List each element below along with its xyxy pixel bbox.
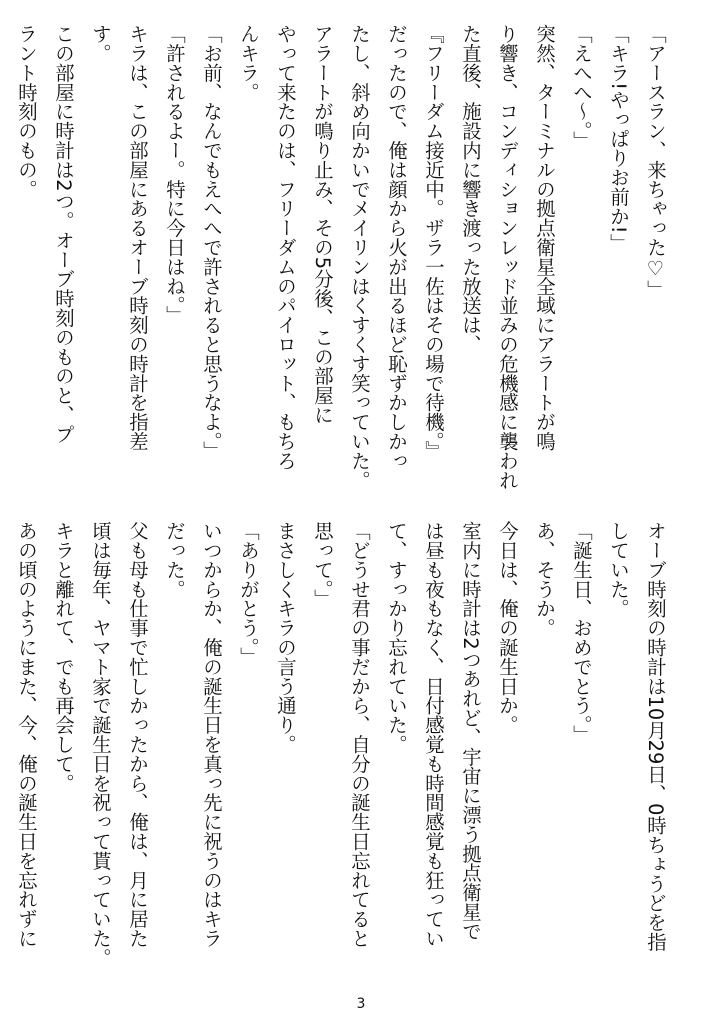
text-column: は昼も夜もなく、日付感覚も時間感覚も狂ってい (422, 521, 445, 948)
text-column: あ、そうか。 (533, 521, 556, 638)
text-column: だったので、俺は顔から火が出るほど恥ずかしかっ (385, 24, 408, 471)
text-block-bottom (15, 521, 674, 981)
text-column: キラは、この部屋にあるオーブ時刻の時計を指差 (126, 24, 149, 451)
page-number: 3 (356, 996, 366, 1012)
text-column: り響き、コンディションレッド並みの危機感に襲われ (496, 24, 519, 490)
text-column: やって来たのは、フリーダムのパイロット、もちろ (274, 24, 297, 471)
text-column: 「えへへ〜。」 (570, 24, 593, 151)
text-column: キラと離れて、でも再会して。 (52, 521, 75, 793)
text-column: 父も母も仕事で忙しかったから、俺は、月に居た (126, 521, 149, 948)
text-column: て、すっかり忘れていた。 (385, 521, 408, 754)
text-block-top (15, 24, 674, 499)
text-column: んキラ。 (237, 24, 260, 102)
text-column: 今日は、俺の誕生日か。 (496, 521, 519, 735)
text-column: 突然、ターミナルの拠点衛星全域にアラートが鳴 (533, 24, 556, 451)
text-column: たし、斜め向かいでメイリンはくすくす笑っていた。 (348, 24, 371, 490)
text-column: だった。 (163, 521, 186, 599)
text-column: 「キラ!やっぱりお前か!」 (607, 24, 630, 253)
text-column (0, 521, 8, 981)
text-column: 「アースラン、来ちゃった♡」 (644, 24, 667, 300)
text-column: オーブ時刻の時計は10月29日、0時ちょうどを指 (644, 521, 667, 952)
text-column: あの頃のようにまた、今、俺の誕生日を忘れずに (15, 521, 38, 948)
text-column: いつからか、俺の誕生日を真っ先に祝うのはキラ (200, 521, 223, 948)
text-column: 「ありがとう。」 (237, 521, 260, 667)
text-column: 「お前、なんでもえへへで許されると思うなよ。」 (200, 24, 223, 461)
text-column: 室内に時計は2つあれど、宇宙に漂う拠点衛星で (459, 521, 482, 941)
text-column: 「誕生日、おめでとう。」 (570, 521, 593, 745)
text-column: この部屋に時計は2つ。オーブ時刻のものと、プ (52, 24, 75, 444)
text-column: 思って。」 (311, 521, 334, 609)
text-column: 「許されるよー。特に今日はね。」 (163, 24, 186, 325)
text-column: 頃は毎年、ヤマト家で誕生日を祝って貰っていた。 (89, 521, 112, 968)
text-column: アラートが鳴り止み、その5分後、この部屋に (311, 24, 334, 425)
text-column: まさしくキラの言う通り。 (274, 521, 297, 754)
text-column: ラント時刻のもの。 (15, 24, 38, 199)
text-column: た直後、施設内に響き渡った放送は、 (459, 24, 482, 354)
text-column: す。 (89, 24, 112, 63)
text-column: 『フリーダム接近中。ザラ一佐はその場で待機。』 (422, 24, 445, 461)
text-column: していた。 (607, 521, 630, 618)
text-column: 「どうせ君の事だから、自分の誕生日忘れてると (348, 521, 371, 948)
